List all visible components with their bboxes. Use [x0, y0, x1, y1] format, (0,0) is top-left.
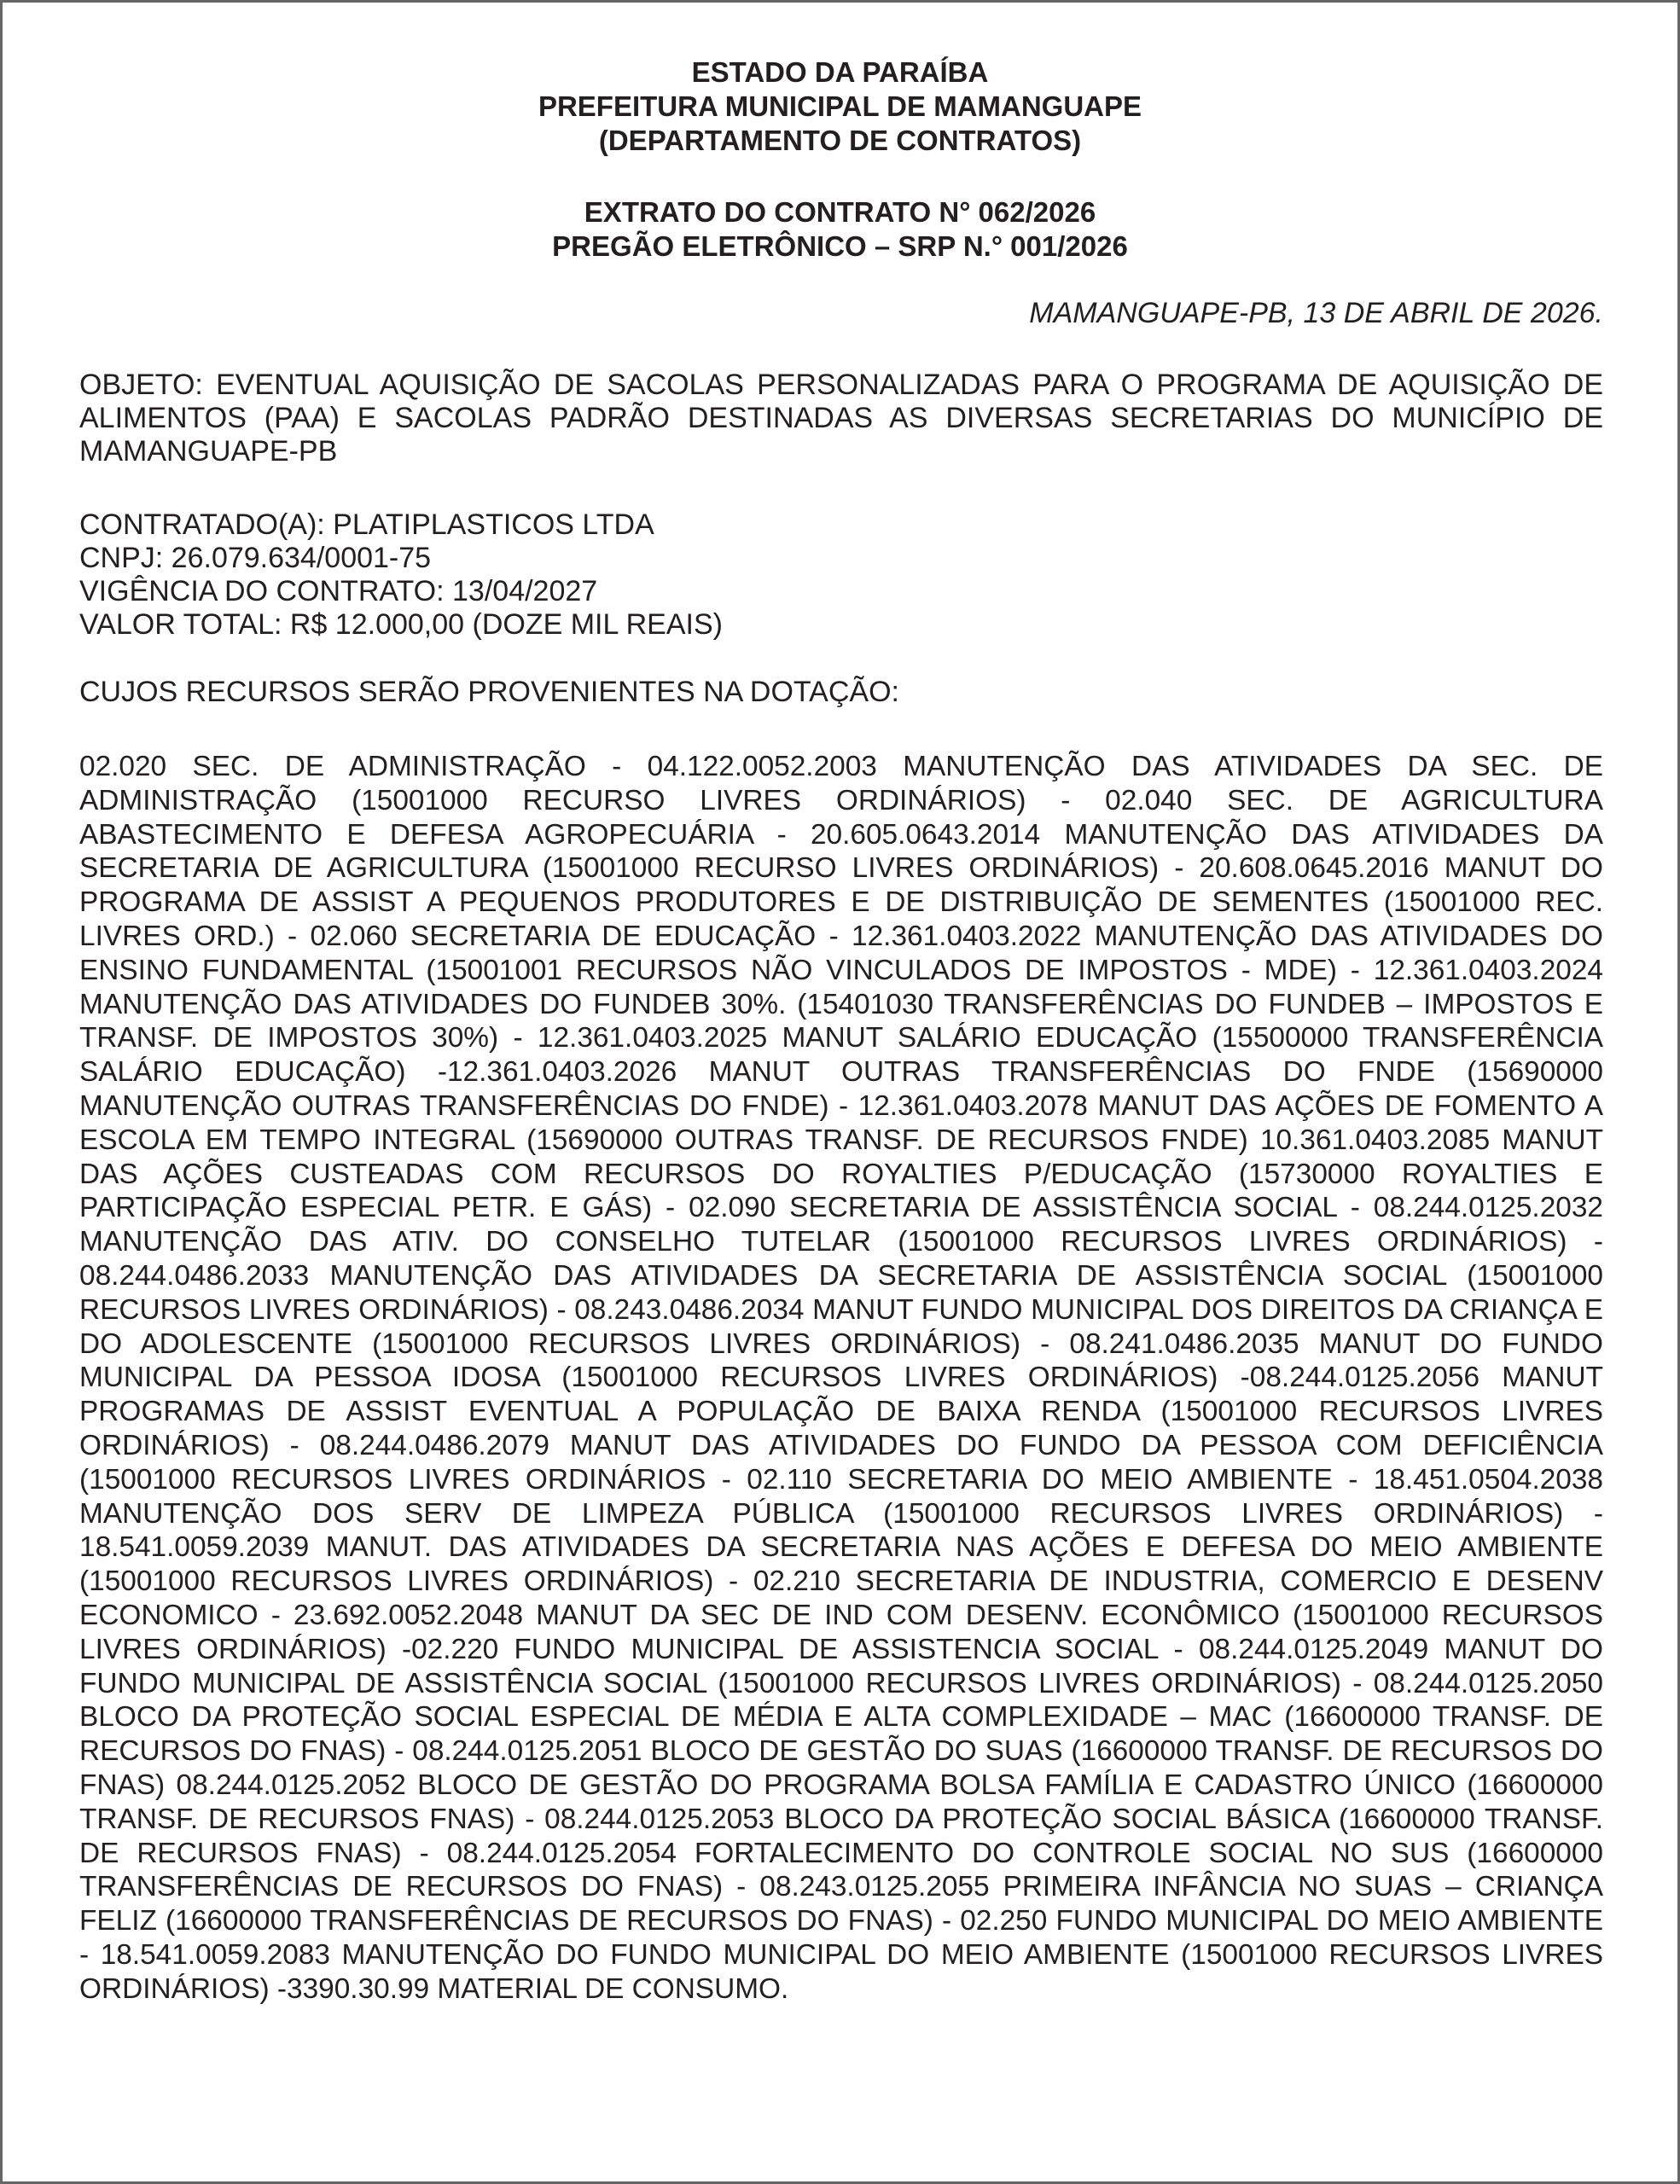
vigencia-line: VIGÊNCIA DO CONTRATO: 13/04/2027 [79, 575, 598, 607]
header-department: (DEPARTAMENTO DE CONTRATOS) [598, 125, 1082, 156]
header-state: ESTADO DA PARAÍBA [691, 56, 989, 88]
contract-subtitle: PREGÃO ELETRÔNICO – SRP N.° 001/2026 [552, 230, 1128, 262]
contract-info [79, 508, 1603, 642]
contratado-line: CONTRATADO(A): PLATIPLASTICOS LTDA [79, 508, 654, 541]
contract-heading [3, 195, 1677, 264]
header-prefecture: PREFEITURA MUNICIPAL DE MAMANGUAPE [538, 90, 1142, 122]
cnpj-line: CNPJ: 26.079.634/0001-75 [79, 542, 432, 574]
recursos-label: CUJOS RECURSOS SERÃO PROVENIENTES NA DOTAÇÃO: [79, 676, 899, 708]
document-date: MAMANGUAPE-PB, 13 DE ABRIL DE 2026. [1029, 297, 1603, 329]
objeto-paragraph: OBJETO: EVENTUAL AQUISIÇÃO DE SACOLAS PERSONALIZADAS PARA O PROGRAMA DE AQUISIÇÃO DE ALIMENTOS (PAA) E SACOLAS PADRÃO DESTINADAS AS DIVERSAS SECRETARIAS DO MUNICÍPIO DE MAMANGUAPE-PB [79, 369, 1603, 468]
document-header [3, 55, 1677, 158]
contract-title: EXTRATO DO CONTRATO N° 062/2026 [584, 196, 1096, 228]
valor-line: VALOR TOTAL: R$ 12.000,00 (DOZE MIL REAIS) [79, 608, 723, 641]
dotacao-paragraph: 02.020 SEC. DE ADMINISTRAÇÃO - 04.122.0052.2003 MANUTENÇÃO DAS ATIVIDADES DA SEC. DE ADMINISTRAÇÃO (15001000 RECURSO LIVRES ORDINÁRIOS) - 02.040 SEC. DE AGRICULTURA ABASTECIMENTO E DEFESA AGROPECUÁRIA - 20.605.0643.2014 MANUTENÇÃO DAS ATIVIDADES DA SECRETARIA DE AGRICULTURA (15001000 RECURSO LIVRES ORDINÁRIOS) - 20.608.0645.2016 MANUT DO PROGRAMA DE ASSIST A PEQUENOS PRODUTORES E DE DISTRIBUIÇÃO DE SEMENTES (15001000 REC. LIVRES ORD.) - 02.060 SECRETARIA DE EDUCAÇÃO - 12.361.0403.2022 MANUTENÇÃO DAS ATIVIDADES DO ENSINO FUNDAMENTAL (15001001 RECURSOS NÃO VINCULADOS DE IMPOSTOS - MDE) - 12.361.0403.2024 MANUTENÇÃO DAS ATIVIDADES DO FUNDEB 30%. (15401030 TRANSFERÊNCIAS DO FUNDEB – IMPOSTOS E TRANSF. DE IMPOSTOS 30%) - 12.361.0403.2025 MANUT SALÁRIO EDUCAÇÃO (15500000 TRANSFERÊNCIA SALÁRIO EDUCAÇÃO) -12.361.0403.2026 MANUT OUTRAS TRANSFERÊNCIAS DO FNDE (15690000 MANUTENÇÃO OUTRAS TRANSFERÊNCIAS DO FNDE) - 12.361.0403.2078 MANUT DAS AÇÕES DE FOMENTO A ESCOLA EM TEMPO INTEGRAL (15690000 OUTRAS TRANSF. DE RECURSOS FNDE) 10.361.0403.2085 MANUT DAS AÇÕES CUSTEADAS COM RECURSOS DO ROYALTIES P/EDUCAÇÃO (15730000 ROYALTIES E PARTICIPAÇÃO ESPECIAL PETR. E GÁS) - 02.090 SECRETARIA DE ASSISTÊNCIA SOCIAL - 08.244.0125.2032 MANUTENÇÃO DAS ATIV. DO CONSELHO TUTELAR (15001000 RECURSOS LIVRES ORDINÁRIOS) - 08.244.0486.2033 MANUTENÇÃO DAS ATIVIDADES DA SECRETARIA DE ASSISTÊNCIA SOCIAL (15001000 RECURSOS LIVRES ORDINÁRIOS) - 08.243.0486.2034 MANUT FUNDO MUNICIPAL DOS DIREITOS DA CRIANÇA E DO ADOLESCENTE (15001000 RECURSOS LIVRES ORDINÁRIOS) - 08.241.0486.2035 MANUT DO FUNDO MUNICIPAL DA PESSOA IDOSA (15001000 RECURSOS LIVRES ORDINÁRIOS) -08.244.0125.2056 MANUT PROGRAMAS DE ASSIST EVENTUAL A POPULAÇÃO DE BAIXA RENDA (15001000 RECURSOS LIVRES ORDINÁRIOS) - 08.244.0486.2079 MANUT DAS ATIVIDADES DO FUNDO DA PESSOA COM DEFICIÊNCIA (15001000 RECURSOS LIVRES ORDINÁRIOS - 02.110 SECRETARIA DO MEIO AMBIENTE - 18.451.0504.2038 MANUTENÇÃO DOS SERV DE LIMPEZA PÚBLICA (15001000 RECURSOS LIVRES ORDINÁRIOS) - 18.541.0059.2039 MANUT. DAS ATIVIDADES DA SECRETARIA NAS AÇÕES E DEFESA DO MEIO AMBIENTE (15001000 RECURSOS LIVRES ORDINÁRIOS) - 02.210 SECRETARIA DE INDUSTRIA, COMERCIO E DESENV ECONOMICO - 23.692.0052.2048 MANUT DA SEC DE IND COM DESENV. ECONÔMICO (15001000 RECURSOS LIVRES ORDINÁRIOS) -02.220 FUNDO MUNICIPAL DE ASSISTENCIA SOCIAL - 08.244.0125.2049 MANUT DO FUNDO MUNICIPAL DE ASSISTÊNCIA SOCIAL (15001000 RECURSOS LIVRES ORDINÁRIOS) - 08.244.0125.2050 BLOCO DA PROTEÇÃO SOCIAL ESPECIAL DE MÉDIA E ALTA COMPLEXIDADE – MAC (16600000 TRANSF. DE RECURSOS DO FNAS) - 08.244.0125.2051 BLOCO DE GESTÃO DO SUAS (16600000 TRANSF. DE RECURSOS DO FNAS) 08.244.0125.2052 BLOCO DE GESTÃO DO PROGRAMA BOLSA FAMÍLIA E CADASTRO ÚNICO (16600000 TRANSF. DE RECURSOS FNAS) - 08.244.0125.2053 BLOCO DA PROTEÇÃO SOCIAL BÁSICA (16600000 TRANSF. DE RECURSOS FNAS) - 08.244.0125.2054 FORTALECIMENTO DO CONTROLE SOCIAL NO SUS (16600000 TRANSFERÊNCIAS DE RECURSOS DO FNAS) - 08.243.0125.2055 PRIMEIRA INFÂNCIA NO SUAS – CRIANÇA FELIZ (16600000 TRANSFERÊNCIAS DE RECURSOS DO FNAS) - 02.250 FUNDO MUNICIPAL DO MEIO AMBIENTE - 18.541.0059.2083 MANUTENÇÃO DO FUNDO MUNICIPAL DO MEIO AMBIENTE (15001000 RECURSOS LIVRES ORDINÁRIOS) -3390.30.99 MATERIAL DE CONSUMO. [79, 751, 1603, 2005]
